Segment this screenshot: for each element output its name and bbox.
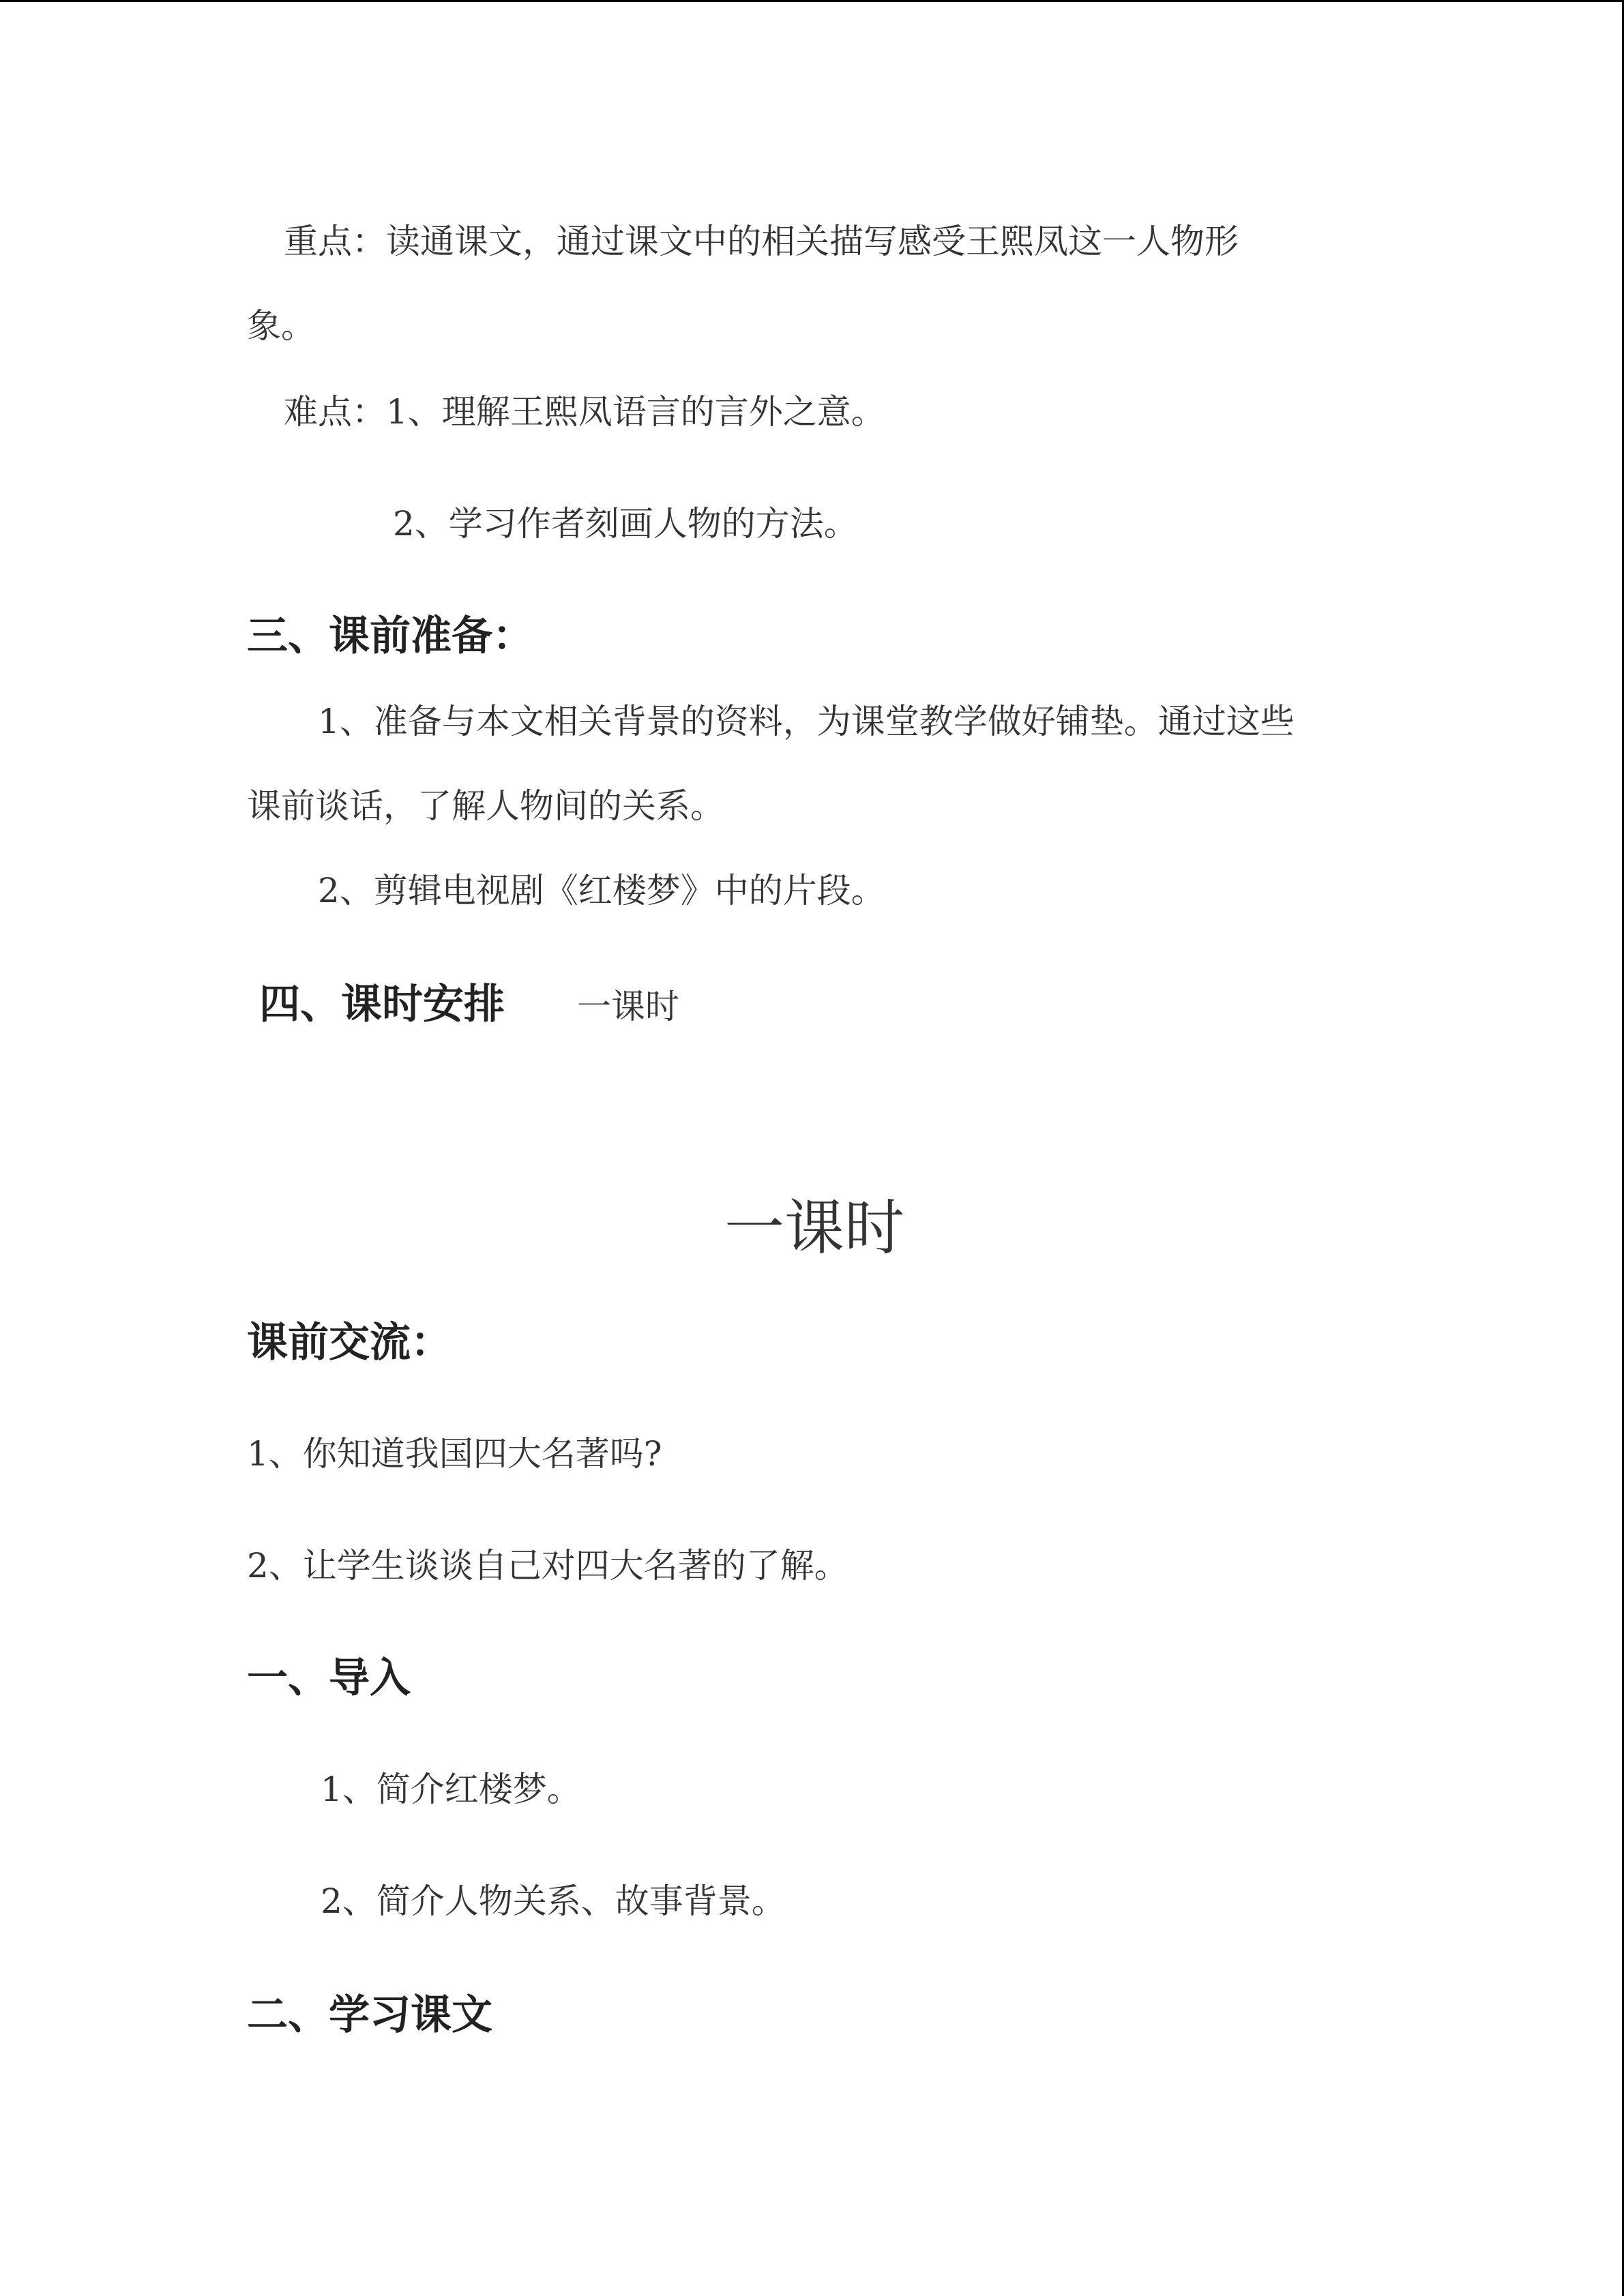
pre-class-item-2: 2、让学生谈谈自己对四大名著的了解。 bbox=[247, 1546, 848, 1585]
section-3-item-1-line-2: 课前谈话，了解人物间的关系。 bbox=[247, 786, 724, 826]
lesson-title: 一课时 bbox=[724, 1193, 905, 1263]
section-3-item-2: 2、剪辑电视剧《红楼梦》中的片段。 bbox=[318, 871, 885, 910]
difficulty-label: 难点： bbox=[284, 392, 386, 432]
difficulty-item-2: 2、学习作者刻画人物的方法。 bbox=[393, 504, 858, 543]
difficulty-item-1: 1、理解王熙凤语言的言外之意。 bbox=[386, 392, 885, 432]
part-1-item-2: 2、简介人物关系、故事背景。 bbox=[321, 1881, 786, 1921]
pre-class-heading: 课前交流： bbox=[247, 1319, 452, 1367]
part-1-heading: 一、导入 bbox=[247, 1654, 411, 1702]
part-2-heading: 二、学习课文 bbox=[247, 1991, 492, 2039]
section-4-heading: 四、课时安排 bbox=[259, 981, 505, 1028]
difficulty-line-1 bbox=[284, 392, 885, 432]
section-3-item-1-line-1: 1、准备与本文相关背景的资料，为课堂教学做好铺垫。通过这些 bbox=[318, 702, 1295, 741]
key-point-line-1: 重点：读通课文，通过课文中的相关描写感受王熙凤这一人物形 bbox=[284, 222, 1239, 261]
pre-class-item-1: 1、你知道我国四大名著吗? bbox=[247, 1434, 662, 1474]
key-point-line-2: 象。 bbox=[247, 306, 315, 346]
part-1-item-1: 1、简介红楼梦。 bbox=[321, 1770, 581, 1809]
section-4-value: 一课时 bbox=[577, 987, 679, 1026]
section-3-heading: 三、课前准备： bbox=[247, 612, 533, 660]
